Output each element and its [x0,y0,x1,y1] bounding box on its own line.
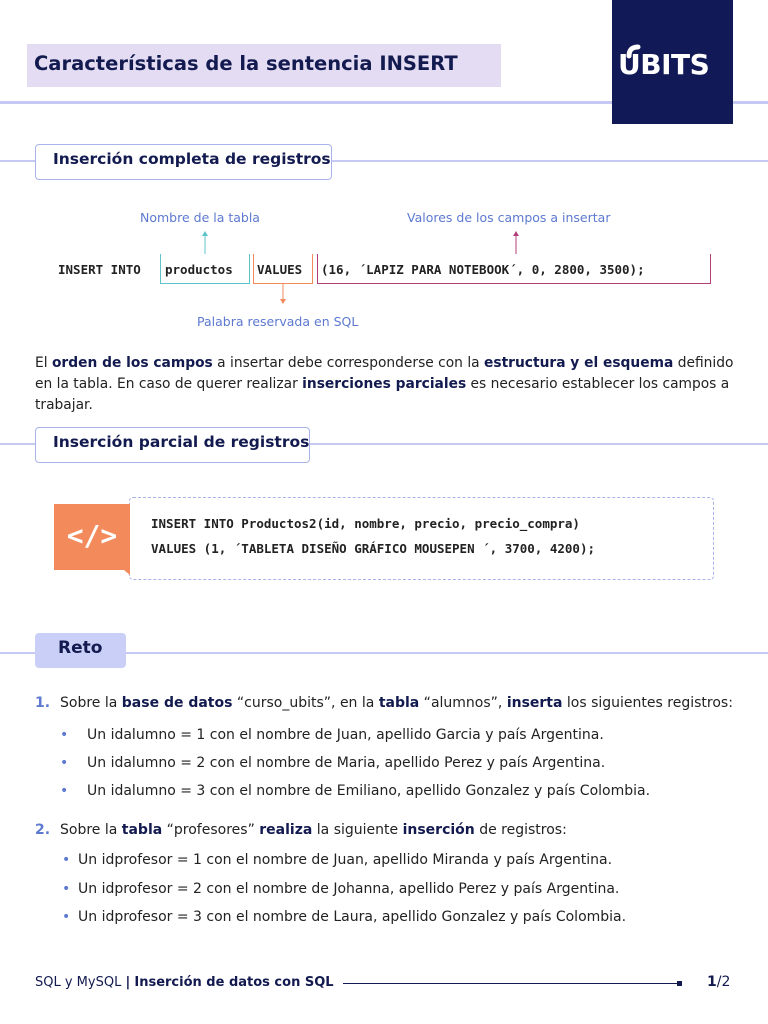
list-item: Un idalumno = 1 con el nombre de Juan, apellido Garcia y país Argentina. [87,727,604,743]
bullet: • [62,852,71,868]
explanation-paragraph: El orden de los campos a insertar debe corresponderse con la estructura y el esquema definido en la tabla. En caso de querer realizar inserciones parciales es necesario establecer los campos a trabajar. [35,355,734,413]
item-number: 1. [35,695,51,711]
reto-item-2: Sobre la tabla “profesores” realiza la siguiente inserción de registros: [60,822,567,838]
reserved-pointer [0,284,768,304]
section2-heading: Inserción parcial de registros [53,433,310,451]
code-insert-into: INSERT INTO [58,262,141,277]
page-number: 1/2 [707,974,731,990]
annotation-table-name: Nombre de la tabla [140,210,260,225]
footer-rule [343,983,678,984]
bullet: • [62,881,71,897]
code-keyword: VALUES [257,262,303,277]
reto-item-1: Sobre la base de datos “curso_ubits”, en la tabla “alumnos”, inserta los siguientes registros: [60,695,733,711]
annotation-values: Valores de los campos a insertar [407,210,611,225]
code-line-2: VALUES (1, ´TABLETA DISEÑO GRÁFICO MOUSEPEN ´, 3700, 4200); [151,541,596,556]
list-item: Un idprofesor = 1 con el nombre de Juan, apellido Miranda y país Argentina. [78,852,613,868]
logo-text: UBITS [618,48,710,81]
annotation-reserved: Palabra reservada en SQL [197,314,359,329]
bullet: • [60,727,69,743]
code-line-1: INSERT INTO Productos2(id, nombre, precio, precio_compra) [151,516,580,531]
code-table-name: productos [165,262,233,277]
code-values: (16, ´LAPIZ PARA NOTEBOOK´, 0, 2800, 3500); [321,262,645,277]
list-item: Un idalumno = 3 con el nombre de Emiliano, apellido Gonzalez y país Colombia. [87,783,651,799]
list-item: Un idalumno = 2 con el nombre de Maria, apellido Perez y país Argentina. [87,755,606,771]
bullet: • [62,909,71,925]
footer-rule-end [677,981,682,986]
section1-heading: Inserción completa de registros [53,150,331,168]
footer-label: SQL y MySQL | Inserción de datos con SQL [35,975,334,990]
item-number: 2. [35,822,51,838]
page-title: Características de la sentencia INSERT [34,52,458,75]
list-item: Un idprofesor = 3 con el nombre de Laura, apellido Gonzalez y país Colombia. [78,909,627,925]
list-item: Un idprofesor = 2 con el nombre de Johanna, apellido Perez y país Argentina. [78,881,620,897]
code-block [129,497,714,580]
code-icon-label: </> [66,519,118,552]
bullet: • [60,755,69,771]
reto-heading: Reto [58,638,103,658]
bullet: • [60,783,69,799]
